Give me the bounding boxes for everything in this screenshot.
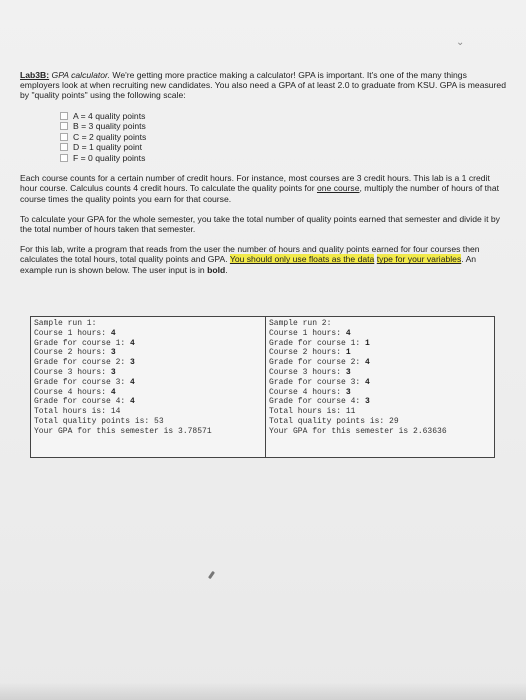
sample-line: Course 2 hours: 3 — [34, 348, 116, 358]
page-shadow — [0, 682, 526, 700]
sample-line: Your GPA for this semester is 2.63636 — [269, 426, 447, 436]
sample-line: Total hours is: 11 — [269, 407, 356, 417]
sample-line: Grade for course 4: 3 — [269, 397, 370, 407]
sample-line: Sample run 2: — [269, 319, 332, 328]
sample-line: Grade for course 1: 4 — [34, 338, 135, 348]
intro-paragraph — [20, 70, 506, 101]
highlighted-requirement: You should only use floats as the data — [229, 254, 375, 265]
lab-title: Lab3B: — [20, 70, 50, 80]
sample-line: Grade for course 4: 4 — [34, 397, 135, 407]
list-item: C = 2 quality points — [60, 132, 506, 143]
sample-run-1 — [30, 316, 266, 458]
lab-subtitle: GPA calculator. — [51, 70, 110, 80]
sample-line: Course 2 hours: 1 — [269, 348, 351, 358]
checkbox-icon — [60, 122, 68, 130]
underlined-phrase: one course — [316, 183, 360, 194]
sample-line: Grade for course 2: 3 — [34, 358, 135, 368]
sample-line: Grade for course 1: 1 — [269, 338, 370, 348]
grade-scale-list — [60, 111, 506, 164]
chevron-down-icon: ⌄ — [456, 37, 465, 48]
list-item: B = 3 quality points — [60, 121, 506, 132]
sample-line: Sample run 1: — [34, 319, 97, 328]
list-item: F = 0 quality points — [60, 153, 506, 164]
sample-line: Total quality points is: 29 — [269, 416, 399, 426]
sample-line: Total quality points is: 53 — [34, 416, 164, 426]
highlighted-requirement-2: type for your variables — [376, 254, 462, 265]
sample-run-2 — [266, 316, 495, 458]
sample-line: Course 4 hours: 3 — [269, 387, 351, 397]
sample-line: Course 1 hours: 4 — [269, 328, 351, 338]
sample-runs-table — [30, 316, 500, 462]
sample-line: Grade for course 3: 4 — [269, 377, 370, 387]
list-item: A = 4 quality points — [60, 111, 506, 122]
instructions-paragraph: For this lab, write a program that reads from the user the number of hours and quality points earned for four courses then calculates the total hours, total quality points and GPA. You should only use floats as the data type for your variables. An example run is shown below. The user input is in bold. — [20, 244, 480, 275]
sample-line: Course 3 hours: 3 — [269, 367, 351, 377]
sample-line: Course 1 hours: 4 — [34, 328, 116, 338]
checkbox-icon — [60, 143, 68, 151]
sample-line: Your GPA for this semester is 3.78571 — [34, 426, 212, 436]
checkbox-icon — [60, 154, 68, 162]
intro-text: We're getting more practice making a calculator! GPA is important. It's one of the many things employers look at when recruiting new candidates. You also need a GPA of at least 2.0 to graduate from KSU. GPA is measured by "quality points" using the following scale: — [20, 70, 506, 101]
pen-mark — [208, 571, 215, 579]
lab-content — [20, 70, 506, 285]
checkbox-icon — [60, 133, 68, 141]
gpa-paragraph: To calculate your GPA for the whole semester, you take the total number of quality points earned that semester and divide it by the total number of hours taken that semester. — [20, 213, 500, 234]
credit-hours-paragraph: Each course counts for a certain number of credit hours. For instance, most courses are 3 credit hours. This lab is a 1 credit hour course. Calculus counts 4 credit hours. To calculate the quality points for one course, multiply the number of hours of that course times the quality points you earn for that course. — [20, 173, 499, 204]
list-item: D = 1 quality point — [60, 142, 506, 153]
checkbox-icon — [60, 112, 68, 120]
sample-line: Grade for course 3: 4 — [34, 377, 135, 387]
sample-line: Grade for course 2: 4 — [269, 358, 370, 368]
sample-line: Course 4 hours: 4 — [34, 387, 116, 397]
sample-line: Total hours is: 14 — [34, 407, 121, 417]
sample-line: Course 3 hours: 3 — [34, 367, 116, 377]
bold-word: bold — [207, 264, 226, 275]
